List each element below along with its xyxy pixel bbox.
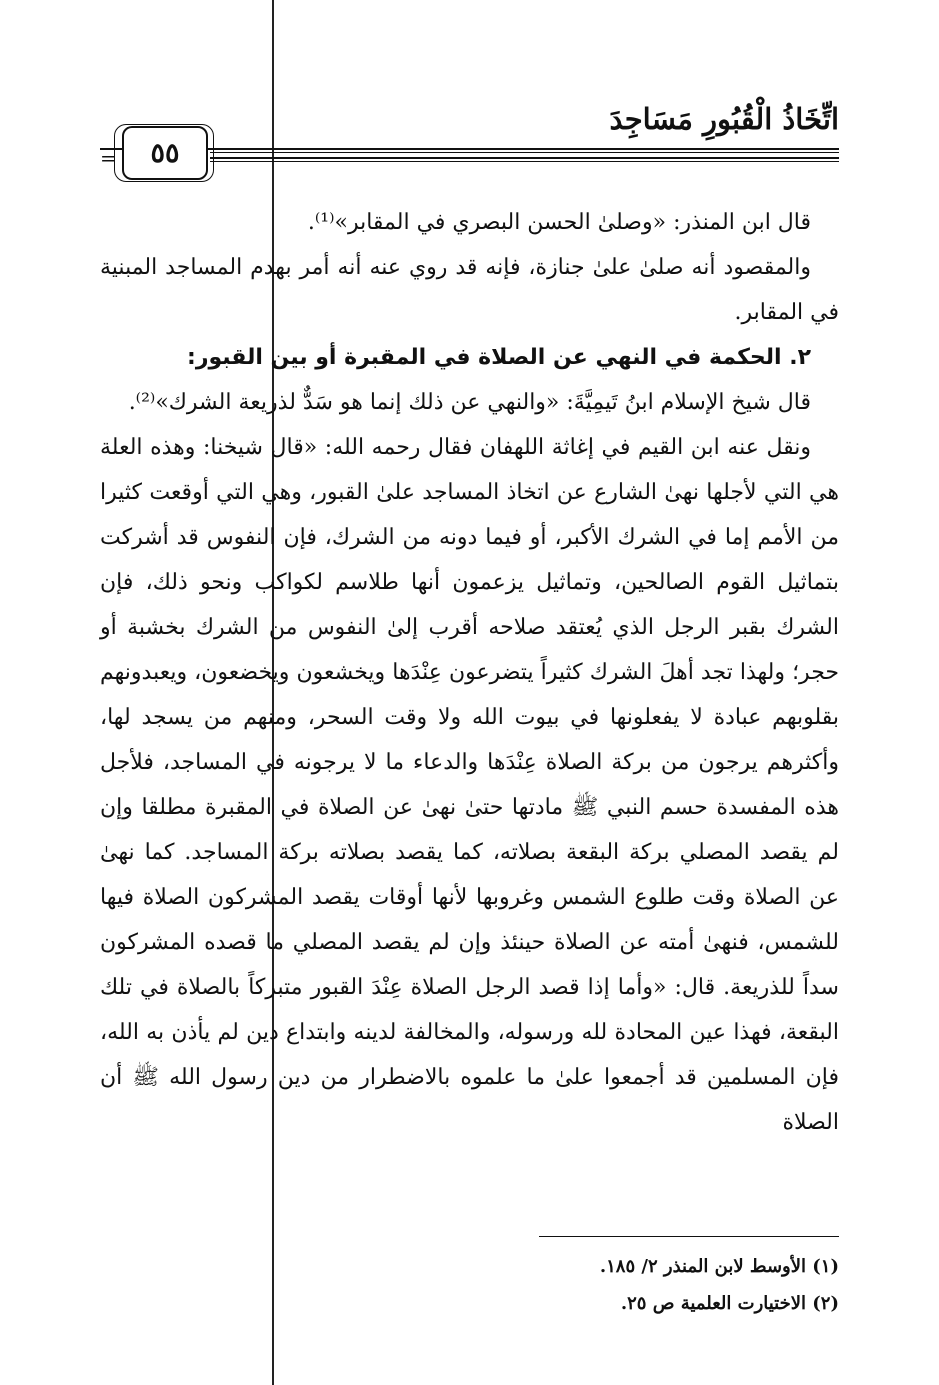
footnote: (١) الأوسط لابن المنذر ٢/ ١٨٥. xyxy=(599,1256,839,1277)
paragraph: قال شيخ الإسلام ابنُ تَيمِيَّةَ: «والنهي عن ذلك إنما هو سَدٌّ لذريعة الشرك»⁽²⁾. xyxy=(128,390,811,415)
header-rule xyxy=(210,157,839,159)
paragraph: والمقصود أنه صلىٰ علىٰ جنازة، فإنه قد روي عنه أنه أمر بهدم المساجد المبنية في المقابر. xyxy=(100,255,839,325)
section-heading: ٢. الحكمة في النهي عن الصلاة في المقبرة أو بين القبور: xyxy=(187,345,811,370)
footnote: (٢) الاختيارت العلمية ص ٢٥. xyxy=(620,1293,839,1314)
header-rule xyxy=(210,161,839,162)
body-text xyxy=(100,200,839,1145)
page-number: ٥٥ xyxy=(150,137,180,169)
footnote-separator xyxy=(539,1236,839,1237)
header-rule xyxy=(210,152,839,153)
footnotes xyxy=(100,1248,839,1322)
page-number-frame xyxy=(122,126,208,180)
header-end-mark: = xyxy=(100,146,117,170)
running-title: اتِّخَاذُ الْقُبُورِ مَسَاجِدَ xyxy=(609,102,839,136)
paragraph: ونقل عنه ابن القيم في إغاثة اللهفان فقال رحمه الله: «قال شيخنا: وهذه العلة هي التي لأجلها نهىٰ الشارع عن اتخاذ المساجد علىٰ القبور، وهي التي أوقعت كثيرا من الأمم إما في الشرك الأكبر، أو فيما دونه من الشرك، فإن النفوس قد أشركت بتماثيل القوم الصالحين، وتماثيل يزعمون أنها طلاسم لكواكب ونحو ذلك، فإن الشرك بقبر الرجل الذي يُعتقد صلاحه أقرب إلىٰ النفوس من الشرك بخشبة أو حجر؛ ولهذا تجد أهلَ الشرك كثيراً يتضرعون عِنْدَها ويخشعون ويخضعون، ويعبدونهم بقلوبهم عبادة لا يفعلونها في بيوت الله ولا وقت السحر، ومنهم من يسجد لها، وأكثرهم يرجون من بركة الصلاة عِنْدَها والدعاء ما لا يرجونه في المساجد، فلأجل هذه المفسدة حسم النبي ﷺ مادتها حتىٰ نهىٰ عن الصلاة في المقبرة مطلقا وإن لم يقصد المصلي بركة البقعة بصلاته، كما يقصد بصلاته بركة المساجد. كما نهىٰ عن الصلاة وقت طلوع الشمس وغروبها لأنها أوقات يقصد المشركون الصلاة فيها للشمس، فنهىٰ أمته عن الصلاة حينئذ وإن لم يقصد المصلي ما قصده المشركون سداً للذريعة. قال: «وأما إذا قصد الرجل الصلاة عِنْدَ القبور متبركاً بالصلاة في تلك البقعة، فهذا عين المحادة لله ورسوله، والمخالفة لدينه وابتداع دين لم يأذن به الله، فإن المسلمين قد أجمعوا علىٰ ما علموه بالاضطرار من دين رسول الله ﷺ أن الصلاة xyxy=(100,435,839,1135)
paragraph: قال ابن المنذر: «وصلىٰ الحسن البصري في المقابر»⁽¹⁾. xyxy=(307,210,811,235)
